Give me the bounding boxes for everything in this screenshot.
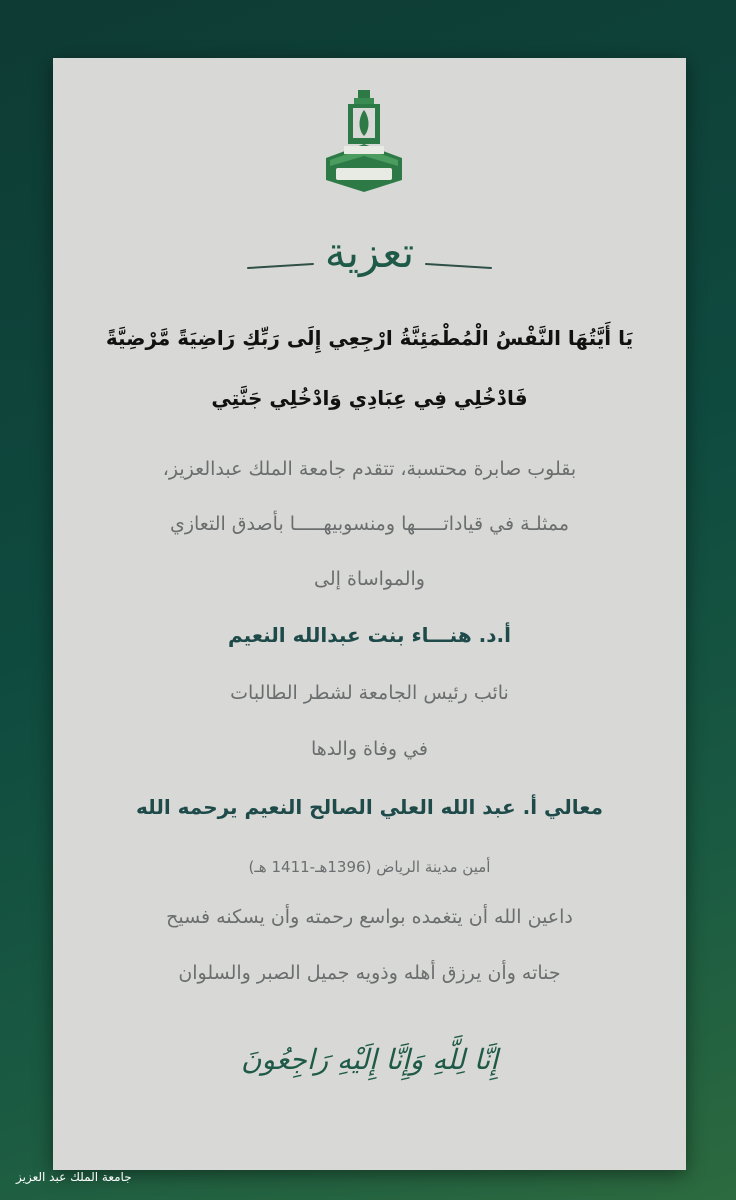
verse-line-1: يَا أَيَّتُهَا النَّفْسُ الْمُطْمَئِنَّةُ ارْجِعِي إِلَى رَبِّكِ رَاضِيَةً مَّرْضِيَّةً [105,326,634,350]
deceased-title: أمين مدينة الرياض (1396هـ-1411 هـ) [248,858,491,876]
condolence-card [53,58,686,1170]
closing-calligraphy: إِنَّا لِلَّهِ وَإِنَّا إِلَيْهِ رَاجِعُونَ [240,1043,499,1076]
message-line-6: جناته وأن يرزق أهله وذويه جميل الصبر والسلوان [178,962,561,984]
message-line-3: والمواساة إلى [314,568,425,590]
message-line-2: ممثلـة في قياداتـــــها ومنسوبيهـــــا بأصدق التعازي [169,513,570,535]
recipient-title: نائب رئيس الجامعة لشطر الطالبات [230,682,509,704]
message-line-4: في وفاة والدها [310,738,429,760]
message-line-5: داعين الله أن يتغمده بواسع رحمته وأن يسكنه فسيح [166,906,573,928]
verse-line-2: فَادْخُلِي فِي عِبَادِي وَادْخُلِي جَنَّتِي [211,386,528,410]
page-title: تعزية [324,228,415,277]
title-block [243,218,496,298]
recipient-name: أ.د. هنـــاء بنت عبدالله النعيم [228,623,511,647]
university-logo-icon [318,88,410,196]
deceased-name: معالي أ. عبد الله العلي الصالح النعيم يرحمه الله [136,795,603,819]
footer-label: جامعة الملك عبد العزيز [16,1170,132,1184]
message-line-1: بقلوب صابرة محتسبة، تتقدم جامعة الملك عبدالعزيز، [162,458,577,480]
